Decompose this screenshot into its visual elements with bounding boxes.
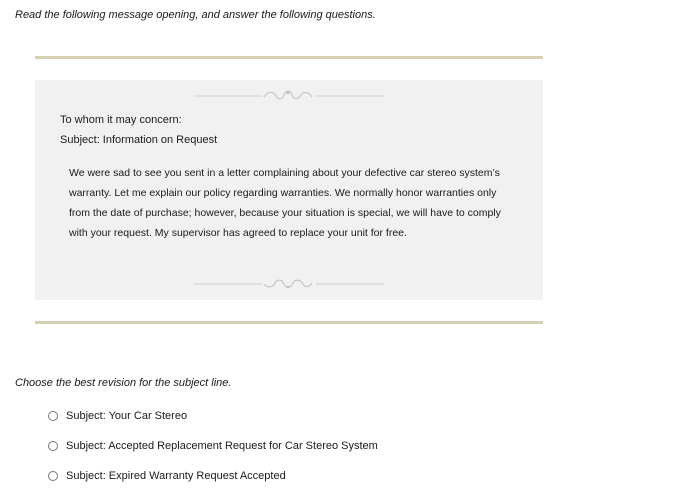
letter-subject-line: Subject: Information on Request xyxy=(60,134,218,146)
radio-button-option-3[interactable] xyxy=(48,471,58,481)
option-2-label[interactable]: Subject: Accepted Replacement Request for Car Stereo System xyxy=(66,440,378,452)
question-prompt: Choose the best revision for the subject line. xyxy=(15,377,232,389)
option-3-label[interactable]: Subject: Expired Warranty Request Accepted xyxy=(66,470,286,482)
ornament-top-icon xyxy=(194,89,384,103)
letter-body: We were sad to see you sent in a letter complaining about your defective car stereo system’s warranty. Let me explain our policy regarding warranties. We normally honor warranties only from the date of purchase; however, because your situation is special, we will have to comply with your request. My supervisor has agreed to replace your unit for free. xyxy=(69,167,501,239)
letter-box xyxy=(35,80,543,300)
radio-button-option-2[interactable] xyxy=(48,441,58,451)
option-1-label[interactable]: Subject: Your Car Stereo xyxy=(66,410,188,422)
radio-button-option-1[interactable] xyxy=(48,411,58,421)
top-divider xyxy=(35,56,543,59)
bottom-divider xyxy=(35,321,543,324)
option-1[interactable] xyxy=(48,410,187,422)
ornament-bottom-icon xyxy=(194,277,384,291)
instruction-text: Read the following message opening, and answer the following questions. xyxy=(15,9,376,21)
option-3[interactable] xyxy=(48,470,286,482)
option-2[interactable] xyxy=(48,440,378,452)
letter-salutation: To whom it may concern: xyxy=(60,114,182,126)
